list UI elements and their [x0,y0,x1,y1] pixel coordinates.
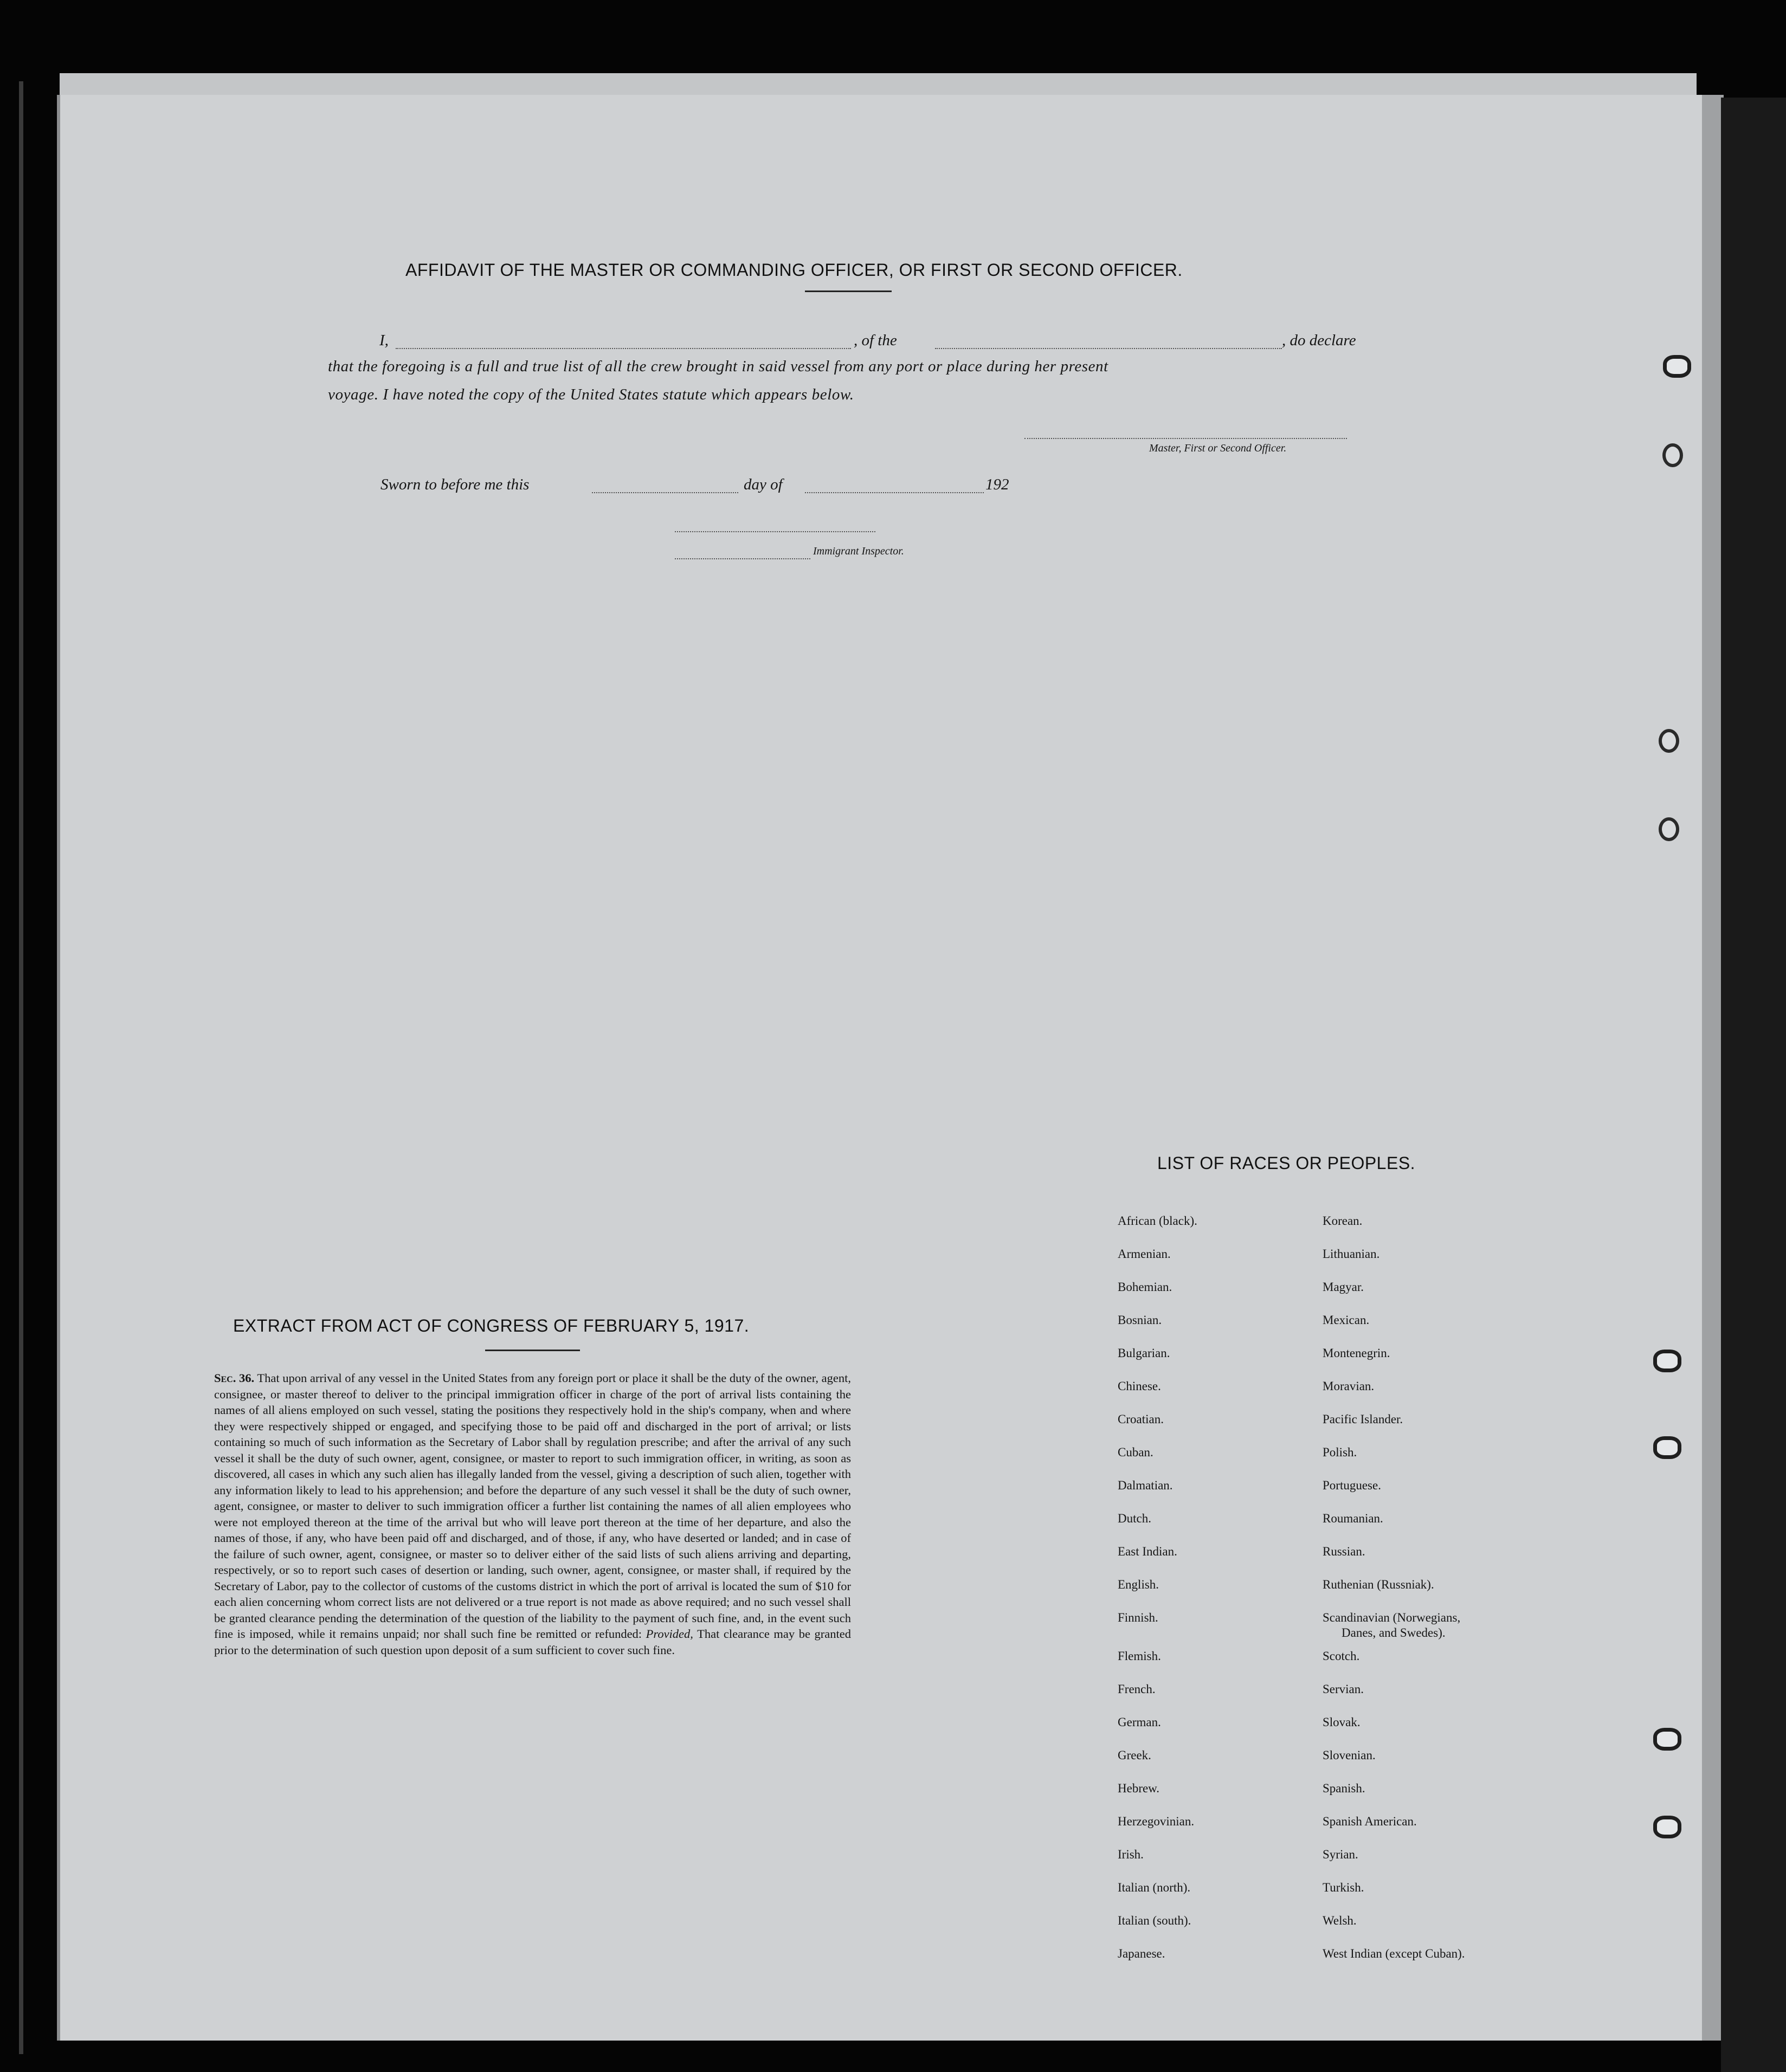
binder-hole-icon [1653,1350,1681,1372]
race-item: Flemish. [1118,1649,1161,1663]
binder-hole-icon [1653,1816,1681,1838]
race-item: German. [1118,1715,1161,1729]
race-item: French. [1118,1682,1156,1696]
page-edge-shadow [19,81,23,2054]
race-item: Lithuanian. [1323,1247,1380,1261]
binder-hole-icon [1662,443,1683,467]
race-item: West Indian (except Cuban). [1323,1947,1465,1960]
race-item: Scotch. [1323,1649,1360,1663]
race-item: Dutch. [1118,1512,1151,1525]
race-item: Magyar. [1323,1280,1364,1294]
race-item: Herzegovinian. [1118,1815,1195,1828]
race-item: Syrian. [1323,1848,1358,1861]
binder-hole-icon [1659,729,1679,753]
race-item: Portuguese. [1323,1479,1381,1492]
extract-title: EXTRACT FROM ACT OF CONGRESS OF FEBRUARY 5, 1917. [233,1316,750,1335]
race-item: Roumanian. [1323,1512,1383,1525]
master-signature-field[interactable] [1024,438,1347,439]
binder-hole-icon [1663,355,1691,378]
race-item: Mexican. [1323,1313,1370,1327]
race-item: Greek. [1118,1748,1151,1762]
affidavit-title: AFFIDAVIT OF THE MASTER OR COMMANDING OFFICER, OR FIRST OR SECOND OFFICER. [405,260,1183,280]
race-item: Irish. [1118,1848,1144,1861]
race-item: Bulgarian. [1118,1346,1170,1360]
races-title: LIST OF RACES OR PEOPLES. [1157,1153,1416,1173]
race-item: East Indian. [1118,1545,1177,1558]
sworn-day-field[interactable] [592,492,738,493]
race-item: Spanish American. [1323,1815,1417,1828]
race-item: Slovenian. [1323,1748,1376,1762]
inspector-label: Immigrant Inspector. [813,545,904,557]
race-item: Italian (south). [1118,1914,1191,1927]
binding-edge [1721,98,1786,2072]
binder-hole-icon [1653,1436,1681,1459]
inspector-signature-line-2[interactable] [675,558,810,559]
race-item: Finnish. [1118,1611,1158,1624]
race-item: African (black). [1118,1214,1197,1228]
affidavit-line-2: that the foregoing is a full and true list of all the crew brought in said vessel from any port or place during her present [328,358,1108,375]
race-item: Servian. [1323,1682,1364,1696]
affidavit-declare-label: , do declare [1282,332,1356,349]
inspector-signature-line-1[interactable] [675,531,875,532]
race-item: Moravian. [1323,1379,1375,1393]
master-name-field[interactable] [396,348,851,349]
day-of-label: day of [744,476,783,493]
affidavit-line-3: voyage. I have noted the copy of the United States statute which appears below. [328,386,854,403]
sworn-month-field[interactable] [805,492,984,493]
vessel-name-field[interactable] [935,348,1282,349]
affidavit-i-label: I, [379,332,389,349]
race-item: Cuban. [1118,1445,1153,1459]
race-item: Hebrew. [1118,1781,1160,1795]
race-item: Korean. [1323,1214,1363,1228]
race-item: Danes, and Swedes). [1342,1626,1446,1639]
race-item: Croatian. [1118,1412,1164,1426]
master-signature-label: Master, First or Second Officer. [1149,442,1287,454]
race-item: Armenian. [1118,1247,1171,1261]
statute-body: That upon arrival of any vessel in the United States from any foreign port or place it shall be the duty of the owner, agent, consignee, or master thereof to deliver to the principal immigration officer in charge of the port of arrival lists containing the names of all aliens employed on such vessel, stating the positions they respectively hold in the ship's company, when and where they were respectively shipped or engaged, and specifying those to be paid off and discharged in the port of arrival; or lists containing so much of such information as the Secretary of Labor shall by regulation prescribe; and after the arrival of any such vessel it shall be the duty of such owner, agent, consignee, or master to report to such immigration officer, in writing, as soon as discovered, all cases in which any such alien has illegally landed from the vessel, giving a description of such alien, together with any information likely to lead to his apprehension; and before the departure of any such vessel it shall be the duty of such owner, agent, consignee, or master to deliver to such immigration officer a further list containing the names of all alien employees who were not employed thereon at the time of the arrival but who will leave port thereon at the time of her departure, and also the names of those, if any, who have been paid off and discharged, and of those, if any, who have deserted or landed; and in case of the failure of such owner, agent, consignee, or master so to deliver either of the said lists of such aliens arriving and departing, respectively, or so to report such cases of desertion or landing, such owner, agent, consignee, or master shall, if required by the Secretary of Labor, pay to the collector of customs of the customs district in which the port of arrival is located the sum of $10 for each alien concerning whom correct lists are not delivered or a true report is not made as above required; and no such vessel shall be granted clearance pending the determination of the question of the liability to the payment of such fine, and, in the event such fine is imposed, while it remains unpaid; nor shall such fine be remitted or refunded: [214,1371,851,1641]
race-item: Montenegrin. [1323,1346,1390,1360]
race-item: Welsh. [1323,1914,1357,1927]
race-item: Russian. [1323,1545,1365,1558]
sworn-label: Sworn to before me this [381,476,530,493]
race-item: Dalmatian. [1118,1479,1173,1492]
race-item: Bohemian. [1118,1280,1172,1294]
race-item: Turkish. [1323,1881,1364,1894]
year-label: 192 [985,476,1009,493]
race-item: Scandinavian (Norwegians, [1323,1611,1461,1624]
page-right-edge [1702,95,1724,2041]
binder-hole-icon [1653,1728,1681,1751]
statute-section-label: Sec. 36. [214,1371,255,1385]
title-rule [805,291,892,292]
statute-provided-label: Provided, [646,1627,693,1641]
race-item: Bosnian. [1118,1313,1162,1327]
race-item: Spanish. [1323,1781,1365,1795]
binder-hole-icon [1659,817,1679,841]
affidavit-of-the-label: , of the [854,332,897,349]
race-item: Chinese. [1118,1379,1161,1393]
race-item: English. [1118,1578,1159,1591]
race-item: Polish. [1323,1445,1357,1459]
race-item: Japanese. [1118,1947,1165,1960]
extract-rule [485,1350,580,1351]
document-page [57,95,1716,2041]
race-item: Slovak. [1323,1715,1361,1729]
statute-text [214,1370,851,1658]
statute-body-end: That clearance may be granted prior to the determination of such question upon deposit of a sum sufficient to cover such fine. [214,1627,852,1657]
race-item: Ruthenian (Russniak). [1323,1578,1434,1591]
race-item: Pacific Islander. [1323,1412,1403,1426]
race-item: Italian (north). [1118,1881,1191,1894]
